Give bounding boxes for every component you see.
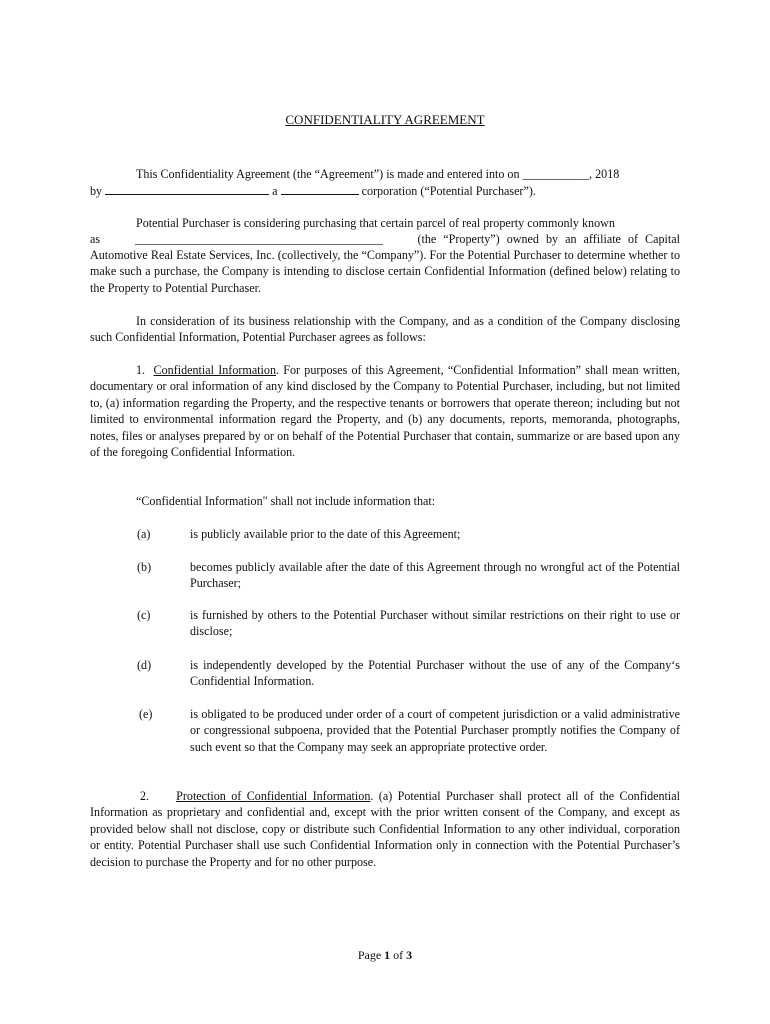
section-1-heading: Confidential Information — [153, 363, 276, 377]
intro-line-1: This Confidentiality Agreement (the “Agreement”) is made and entered into on ___________, 2018 — [136, 167, 620, 181]
property-rest: Automotive Real Estate Services, Inc. (collectively, the “Company”). For the Potential Purchaser to determine whether to make such a purchase, the Company is intending to disclose certain Confidential Information (defined below) relating to the Property to Potential Purchaser. — [90, 248, 680, 295]
exclusion-e-text: is obligated to be produced under order of a court of competent jurisdiction or a valid administrative or congressional subpoena, provided that the Potential Purchaser promptly notifies the Company of such event so that the Company may seek an appropriate protective order. — [190, 707, 680, 754]
intro-tail: corporation (“Potential Purchaser”). — [361, 184, 536, 198]
property-as: as — [90, 232, 101, 246]
section-2-heading: Protection of Confidential Information — [176, 789, 371, 803]
intro-by: by — [90, 184, 103, 198]
exclusion-b-text: becomes publicly available after the date of this Agreement through no wrongful act of the Potential Purchaser; — [190, 560, 680, 591]
section-2 — [90, 788, 680, 870]
exclusion-c-text: is furnished by others to the Potential Purchaser without similar restrictions on their right to use or disclose; — [190, 608, 680, 639]
footer-of-word: of — [393, 948, 404, 962]
section-2-body: . (a) Potential Purchaser shall protect all of the Confidential Information as proprietary and confidential and, except with the prior written consent of the Company, and except as provided below shall not disclose, copy or distribute such Confidential Information to any other individual, corporation or entity. Potential Purchaser shall use such Confidential Information only in connection with the Potential Purchaser’s decision to purchase the Property and for no other purpose. — [90, 789, 680, 869]
exclusion-b-letter: (b) — [137, 560, 152, 574]
exclusion-a-letter: (a) — [137, 527, 151, 541]
section-1-number: 1. — [136, 363, 146, 377]
exclusions-intro: “Confidential Information" shall not include information that: — [136, 494, 436, 508]
intro-a: a — [272, 184, 278, 198]
exclusion-d-letter: (d) — [137, 658, 152, 672]
property-line-2 — [90, 231, 680, 247]
state-blank — [281, 183, 359, 195]
property-line-2-end: (the “Property”) owned by an affiliate of Capital — [417, 232, 680, 246]
footer-total-pages: 3 — [406, 948, 413, 962]
section-1-body: . For purposes of this Agreement, “Confidential Information” shall mean written, documentary or oral information of any kind disclosed by the Company to Potential Purchaser, including, but not limited to, (a) information regarding the Property, and the respective tenants or borrowers that operate thereon; including but not limited to environmental information regard the Property, and (b) any documents, reports, memoranda, photographs, notes, files or analyses prepared by or on behalf of the Potential Purchaser that contain, summarize or are based upon any of the foregoing Confidential Information. — [90, 363, 681, 460]
section-1 — [90, 362, 680, 460]
exclusion-d-text: is independently developed by the Potential Purchaser without the use of any of the Company‘s Confidential Information. — [190, 658, 680, 689]
exclusion-c-letter: (c) — [137, 608, 151, 622]
exclusion-a-text: is publicly available prior to the date of this Agreement; — [190, 527, 461, 541]
consideration-paragraph: In consideration of its business relationship with the Company, and as a condition of the Company disclosing such Confidential Information, Potential Purchaser agrees as follows: — [90, 314, 680, 345]
footer-current-page: 1 — [384, 948, 391, 962]
property-address-blank: _________________________________________ — [134, 232, 383, 246]
intro-line-2 — [90, 183, 690, 199]
document-title: CONFIDENTIALITY AGREEMENT — [285, 112, 485, 127]
footer-page-word: Page — [357, 948, 382, 962]
page-footer — [0, 947, 770, 963]
section-2-number: 2. — [140, 789, 150, 803]
property-line-1: Potential Purchaser is considering purchasing that certain parcel of real property commonly known — [136, 216, 615, 230]
purchaser-name-blank — [105, 183, 269, 195]
exclusion-e-letter: (e) — [139, 707, 153, 721]
